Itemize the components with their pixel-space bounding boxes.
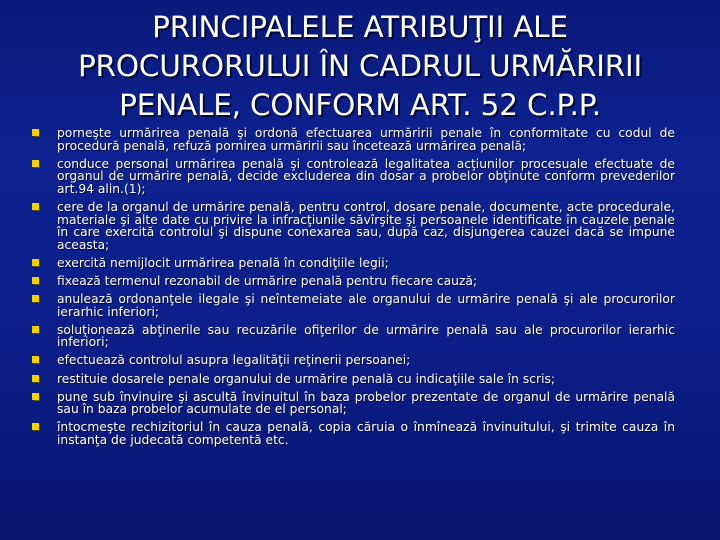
slide-title [20,8,700,125]
slide-title-line-1: PRINCIPALELE ATRIBUŢII ALE [152,10,568,44]
yellow-square-bullet-icon [32,356,39,363]
yellow-square-bullet-icon [32,375,39,382]
bullet-item [32,324,675,349]
bullet-item [32,354,675,367]
bullet-text: pune sub învinuire şi ascultă învinuitul în baza probelor prezentate de organul de urmărire penală sau în baza probelor acumulate de el personal; [57,389,675,417]
yellow-square-bullet-icon [32,393,39,400]
bullet-text: soluţionează abţinerile sau recuzările ofiţerilor de urmărire penală sau ale procurorilor ierarhic inferiori; [57,322,675,350]
bullet-item [32,158,675,196]
yellow-square-bullet-icon [32,203,39,210]
bullet-text: conduce personal urmărirea penală şi controlează legalitatea acţiunilor procesuale efectuate de organul de urmărire penală, decide excluderea din dosar a probelor obţinute conform prevederilor art.94 alin.(1); [57,156,675,196]
bullet-text: exercită nemijlocit urmărirea penală în condiţiile legii; [57,255,389,270]
bullet-text: fixează termenul rezonabil de urmărire penală pentru fiecare cauză; [57,273,478,288]
slide-title-line-2: PROCURORULUI ÎN CADRUL URMĂRIRII [77,49,643,83]
bullet-text: restituie dosarele penale organului de urmărire penală cu indicaţiile sale în scris; [57,371,556,386]
bullet-item [32,391,675,416]
bullet-text: cere de la organul de urmărire penală, pentru control, dosare penale, documente, acte procedurale, materiale şi alte date cu privire la infracţiunile săvîrşite şi persoanele identificate în cauzele penale în care exercită controlul şi dispune conexarea sau, după caz, disjungerea cauzei dacă se impune aceasta; [57,199,675,252]
bullet-text: efectuează controlul asupra legalităţii reţinerii persoanei; [57,353,411,368]
yellow-square-bullet-icon [32,423,39,430]
yellow-square-bullet-icon [32,277,39,284]
yellow-square-bullet-icon [32,295,39,302]
bullet-item [32,257,675,270]
bullet-text: anulează ordonanţele ilegale şi neîntemeiate ale organului de urmărire penală şi ale procurorilor ierarhic inferiori; [57,292,675,319]
bullet-list [32,127,675,452]
bullet-item [32,201,675,251]
bullet-item [32,293,675,318]
bullet-item [32,275,675,288]
bullet-text: porneşte urmărirea penală şi ordonă efectuarea urmăririi penale în conformitate cu codul de procedură penală, refuză pornirea urmăririi sau încetează urmărirea penală; [57,126,675,153]
bullet-item [32,127,675,152]
slide-title-line-3: PENALE, CONFORM ART. 52 C.P.P. [119,88,601,122]
bullet-text: întocmeşte rechizitoriul în cauza penală, copia căruia o înmînează învinuitului, şi trimite cauza în instanţa de judecată competentă etc. [57,420,675,447]
yellow-square-bullet-icon [32,129,39,136]
yellow-square-bullet-icon [32,326,39,333]
yellow-square-bullet-icon [32,160,39,167]
yellow-square-bullet-icon [32,259,39,266]
bullet-item [32,373,675,386]
bullet-item [32,421,675,446]
